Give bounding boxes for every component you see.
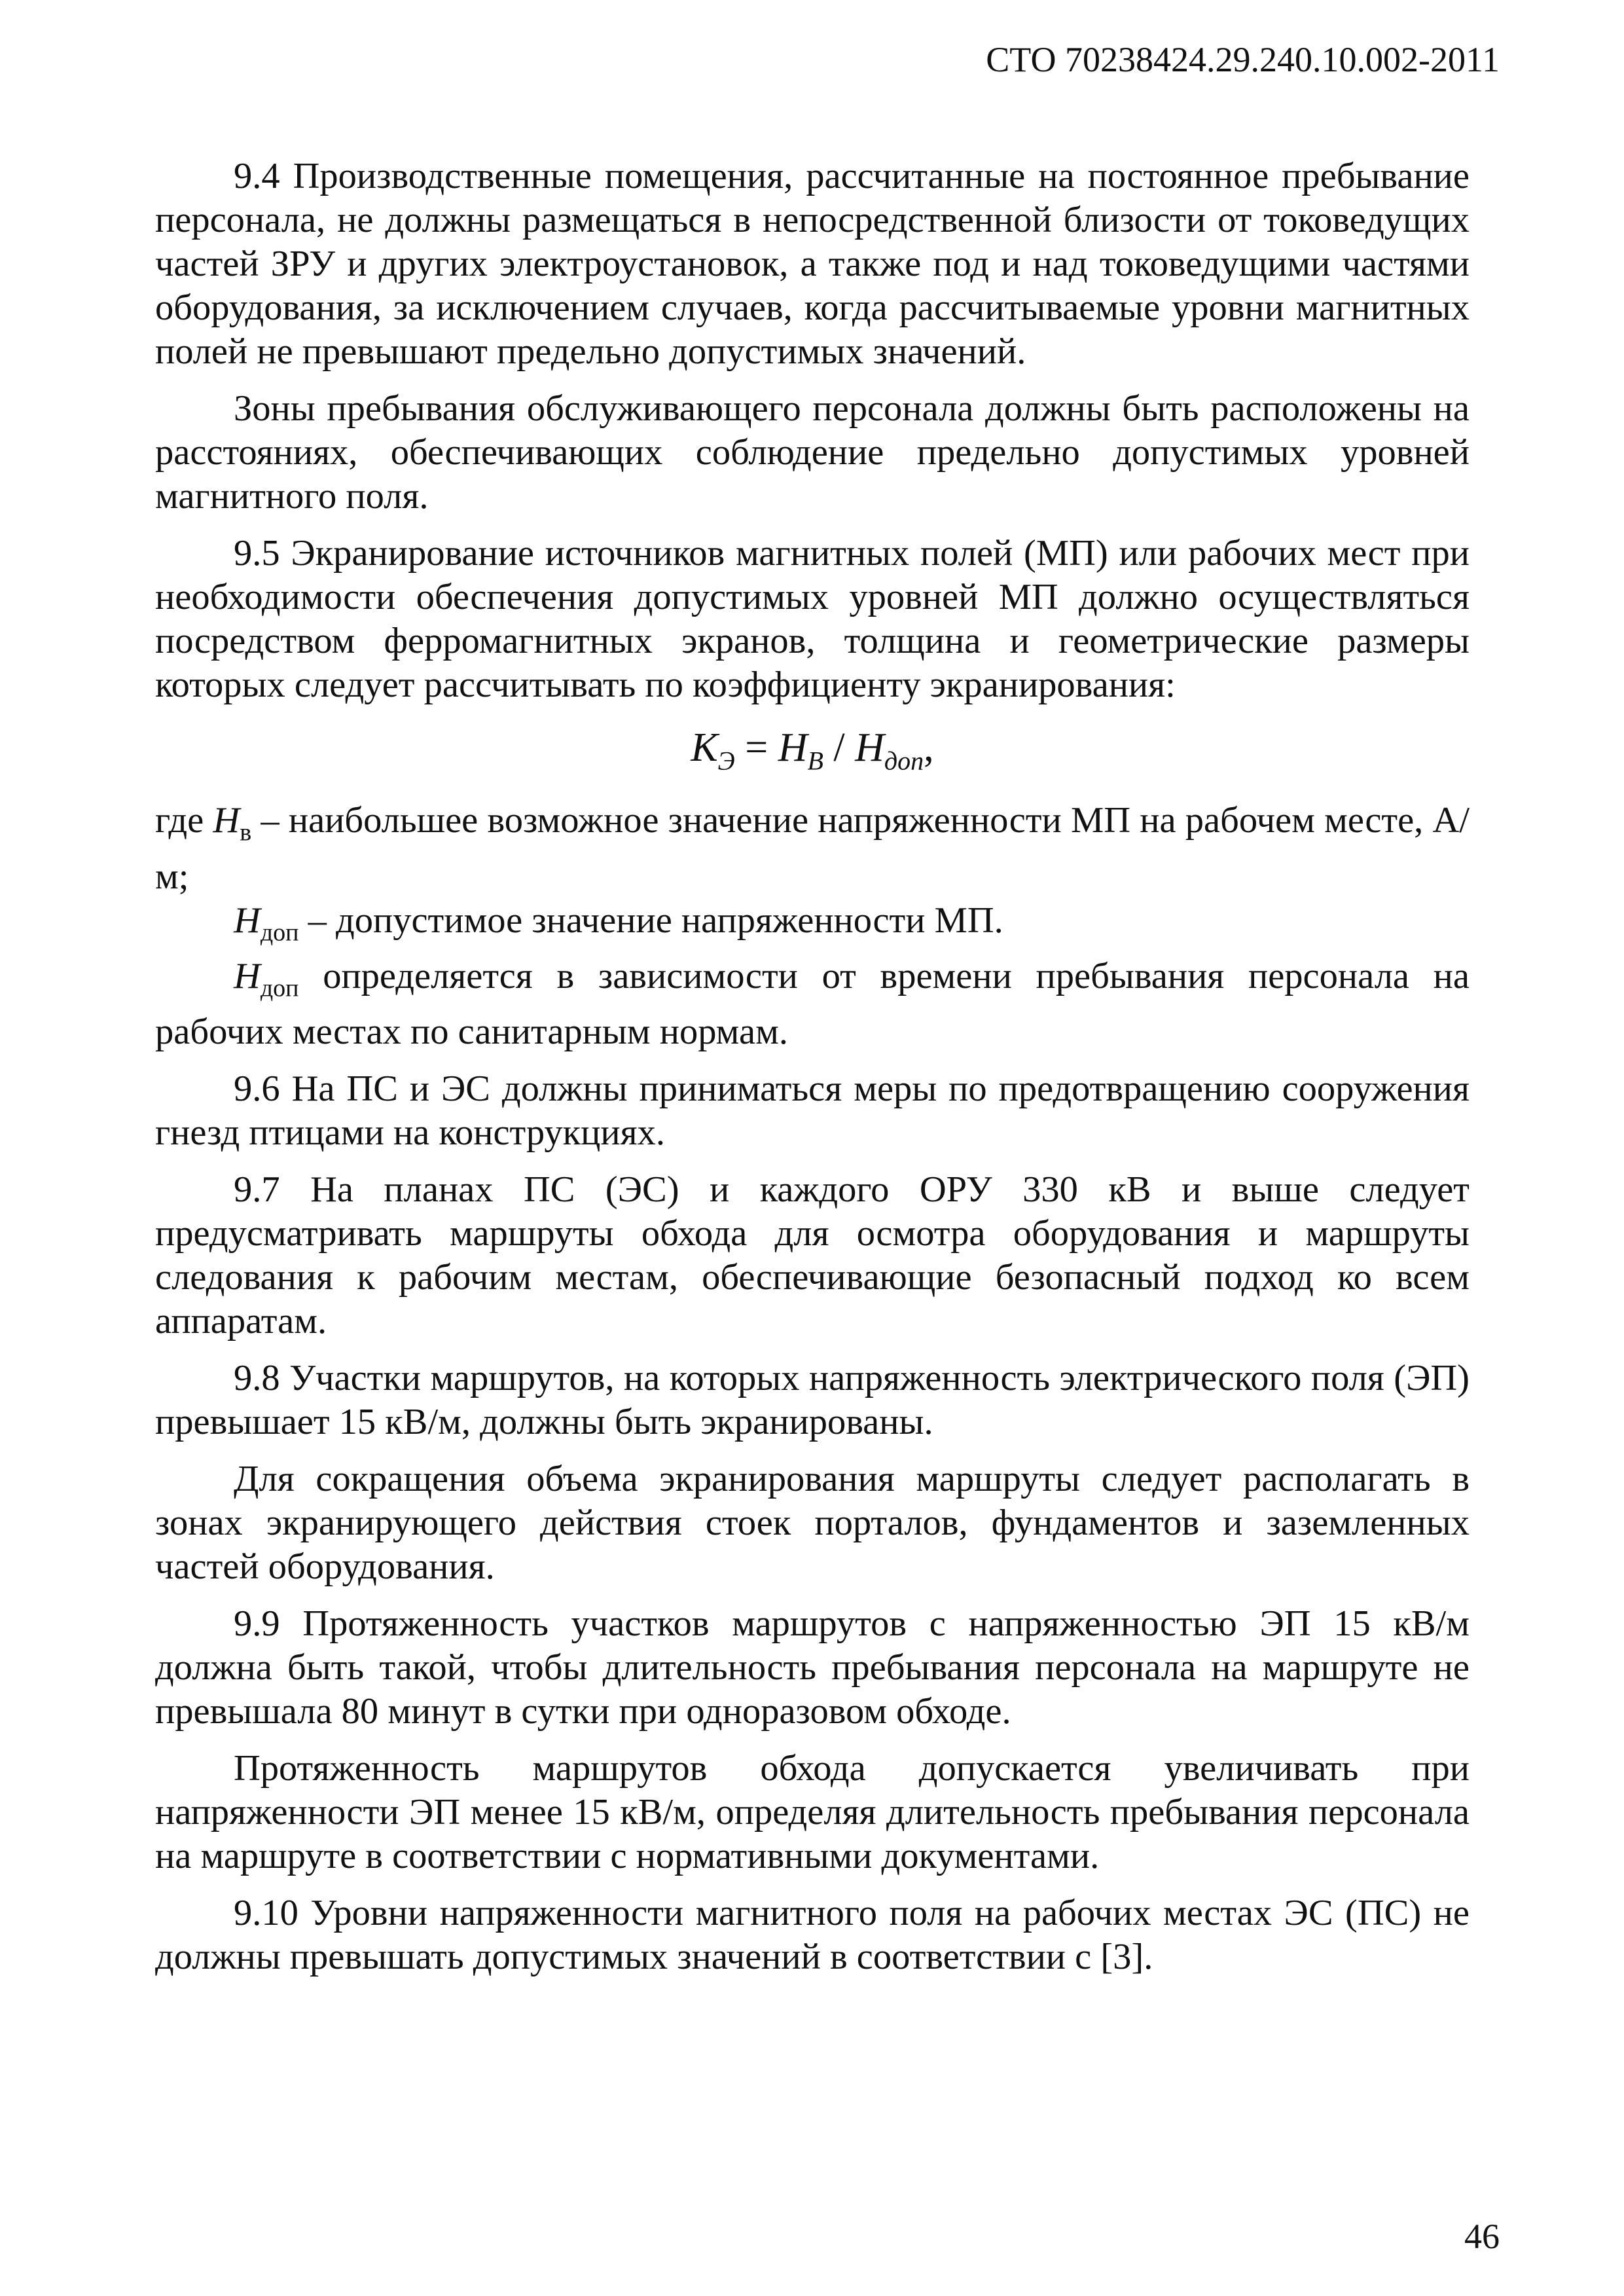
formula-h2: Н xyxy=(855,725,884,770)
hdop2-sub: доп xyxy=(260,974,299,1002)
where-h-sub: в xyxy=(240,818,252,847)
paragraph-9-7: 9.7 На планах ПС (ЭС) и каждого ОРУ 330 кВ и выше следует предусматривать маршруты обхода для осмотра оборудования и маршруты следования к рабочим местам, обеспечивающие безопасный подход ко всем аппаратам. xyxy=(155,1169,1470,1342)
document-code-header: СТО 70238424.29.240.10.002-2011 xyxy=(986,40,1500,79)
hdop-definition xyxy=(155,899,1470,955)
shielding-formula xyxy=(155,724,1470,784)
where-text: – наибольшее возможное значение напряженности МП на рабочем месте, А/м; xyxy=(155,800,1470,897)
hdop-text: – допустимое значение напряженности МП. xyxy=(298,900,1003,941)
paragraph-9-4-zones: Зоны пребывания обслуживающего персонала должны быть расположены на расстояниях, обеспечивающих соблюдение предельно допустимых уровней магнитного поля. xyxy=(155,388,1470,517)
formula-h1-sub: В xyxy=(807,746,823,776)
hdop2-text: определяется в зависимости от времени пребывания персонала на рабочих местах по санитарным нормам. xyxy=(155,955,1470,1053)
where-h: Н xyxy=(213,800,240,841)
paragraph-9-5: 9.5 Экранирование источников магнитных полей (МП) или рабочих мест при необходимости обеспечения допустимых уровней МП должно осуществляться посредством ферромагнитных экранов, толщина и геометрические размеры которых следует рассчитывать по коэффициенту экранирования: xyxy=(155,533,1470,705)
document-body xyxy=(155,155,1470,1992)
where-hv-definition xyxy=(155,799,1470,898)
hdop-h: Н xyxy=(234,900,261,941)
formula-k-sub: Э xyxy=(717,746,735,776)
hdop2-h: Н xyxy=(234,955,261,996)
formula-slash: / xyxy=(823,725,856,770)
page-number: 46 xyxy=(1464,2217,1500,2256)
formula-tail: , xyxy=(924,725,934,770)
formula-h2-sub: доп xyxy=(884,746,924,776)
paragraph-9-8: 9.8 Участки маршрутов, на которых напряженность электрического поля (ЭП) превышает 15 кВ/м, должны быть экранированы. xyxy=(155,1358,1470,1443)
paragraph-9-6: 9.6 На ПС и ЭС должны приниматься меры по предотвращению сооружения гнезд птицами на конструкциях. xyxy=(155,1068,1470,1154)
paragraph-9-10: 9.10 Уровни напряженности магнитного поля на рабочих местах ЭС (ПС) не должны превышать допустимых значений в соответствии с [3]. xyxy=(155,1893,1470,1978)
paragraph-9-4: 9.4 Производственные помещения, рассчитанные на постоянное пребывание персонала, не должны размещаться в непосредственной близости от токоведущих частей ЗРУ и других электроустановок, а также под и над токоведущими частями оборудования, за исключением случаев, когда рассчитываемые уровни магнитных полей не превышают предельно допустимых значений. xyxy=(155,156,1470,372)
where-prefix: где xyxy=(155,800,213,841)
paragraph-9-8-shielding: Для сокращения объема экранирования маршруты следует располагать в зонах экранирующего действия стоек порталов, фундаментов и заземленных частей оборудования. xyxy=(155,1459,1470,1588)
formula-eq: = xyxy=(734,725,778,770)
formula-k: К xyxy=(691,725,718,770)
formula-h1: Н xyxy=(778,725,808,770)
hdop-sub: доп xyxy=(260,918,299,946)
hdop-determination xyxy=(155,955,1470,1054)
paragraph-9-9: 9.9 Протяженность участков маршрутов с напряженностью ЭП 15 кВ/м должна быть такой, чтобы длительность пребывания персонала на маршруте не превышала 80 минут в сутки при одноразовом обходе. xyxy=(155,1603,1470,1732)
paragraph-9-9-length: Протяженность маршрутов обхода допускается увеличивать при напряженности ЭП менее 15 кВ/м, определяя длительность пребывания персонала на маршруте в соответствии с нормативными документами. xyxy=(155,1748,1470,1877)
